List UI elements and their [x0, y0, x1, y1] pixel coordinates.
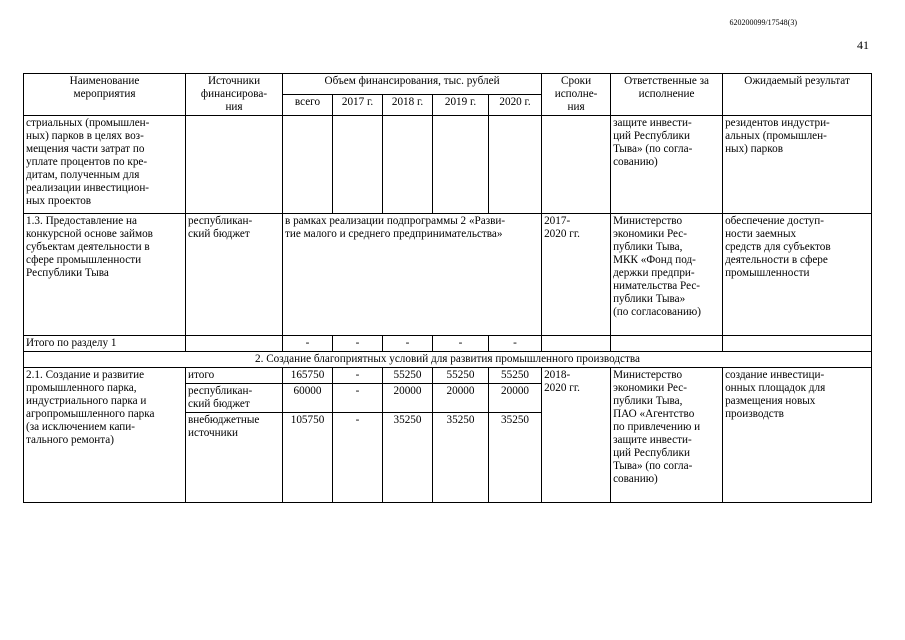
header-2018: 2018 г. [383, 95, 433, 116]
cell-2020: 35250 [489, 413, 542, 503]
cell-2019: - [433, 336, 489, 352]
cell-2017: - [333, 336, 383, 352]
cell-2020: - [489, 336, 542, 352]
cell-total: 165750 [283, 368, 333, 384]
cell-2017: - [333, 413, 383, 503]
cell-name: Итого по разделу 1 [24, 336, 186, 352]
header-term: Сроки исполне- ния [542, 74, 611, 116]
cell-2018: 35250 [383, 413, 433, 503]
cell-result: обеспечение доступ- ности заемных средств для субъектов деятельности в сфере промышленности [723, 214, 872, 336]
cell-name: стриальных (промышлен- ных) парков в целях воз- мещения части затрат по уплате процентов по кре- дитам, полученным для реализации инвестицион- ных проектов [24, 116, 186, 214]
header-result: Ожидаемый результат [723, 74, 872, 116]
header-responsible: Ответственные за исполнение [611, 74, 723, 116]
cell-responsible: защите инвести- ций Республики Тыва» (по согла- сованию) [611, 116, 723, 214]
cell-2018: - [383, 336, 433, 352]
cell-2017: - [333, 384, 383, 413]
header-total: всего [283, 95, 333, 116]
cell-result: создание инвестици- онных площадок для размещения новых производств [723, 368, 872, 503]
page-number: 41 [857, 38, 869, 52]
cell-source: республикан- ский бюджет [186, 384, 283, 413]
cell-2019: 55250 [433, 368, 489, 384]
header-row-1 [24, 74, 872, 95]
cell-2019: 20000 [433, 384, 489, 413]
table-row-total [24, 336, 872, 352]
cell-term: 2017- 2020 гг. [542, 214, 611, 336]
cell-2018: 20000 [383, 384, 433, 413]
cell-source: внебюджетные источники [186, 413, 283, 503]
cell-term: 2018- 2020 гг. [542, 368, 611, 503]
header-2017: 2017 г. [333, 95, 383, 116]
cell-2019: 35250 [433, 413, 489, 503]
cell-responsible: Министерство экономики Рес- публики Тыва, МКК «Фонд под- держки предпри- нимательства Рес- публики Тыва» (по согласованию) [611, 214, 723, 336]
cell-total: 105750 [283, 413, 333, 503]
cell-name: 2.1. Создание и развитие промышленного парка, индустриального парка и агропромышленного парка (за исключением капи- тального ремонта) [24, 368, 186, 503]
cell-result: резидентов индустри- альных (промышлен- ных) парков [723, 116, 872, 214]
financing-table [23, 73, 872, 503]
table-row-1-3 [24, 214, 872, 336]
cell-2017: - [333, 368, 383, 384]
cell-volume-note: в рамках реализации подпрограммы 2 «Разви- тие малого и среднего предпринимательства» [283, 214, 542, 336]
header-2020: 2020 г. [489, 95, 542, 116]
cell-responsible: Министерство экономики Рес- публики Тыва, ПАО «Агентство по привлечению и защите инвести- ций Республики Тыва» (по согла- сованию) [611, 368, 723, 503]
cell-source: республикан- ский бюджет [186, 214, 283, 336]
document-number: 620200099/17548(3) [729, 18, 797, 27]
header-name: Наименование мероприятия [24, 74, 186, 116]
cell-2020: 55250 [489, 368, 542, 384]
table-row-2-1-a [24, 368, 872, 384]
cell-2018: 55250 [383, 368, 433, 384]
cell-2020: 20000 [489, 384, 542, 413]
section-heading: 2. Создание благоприятных условий для развития промышленного производства [24, 352, 872, 368]
cell-total: - [283, 336, 333, 352]
header-volume: Объем финансирования, тыс. рублей [283, 74, 542, 95]
table-row-continuation [24, 116, 872, 214]
header-source: Источники финансирова- ния [186, 74, 283, 116]
section-heading-row [24, 352, 872, 368]
cell-source: итого [186, 368, 283, 384]
cell-total: 60000 [283, 384, 333, 413]
cell-name: 1.3. Предоставление на конкурсной основе займов субъектам деятельности в сфере промышленности Республики Тыва [24, 214, 186, 336]
header-2019: 2019 г. [433, 95, 489, 116]
